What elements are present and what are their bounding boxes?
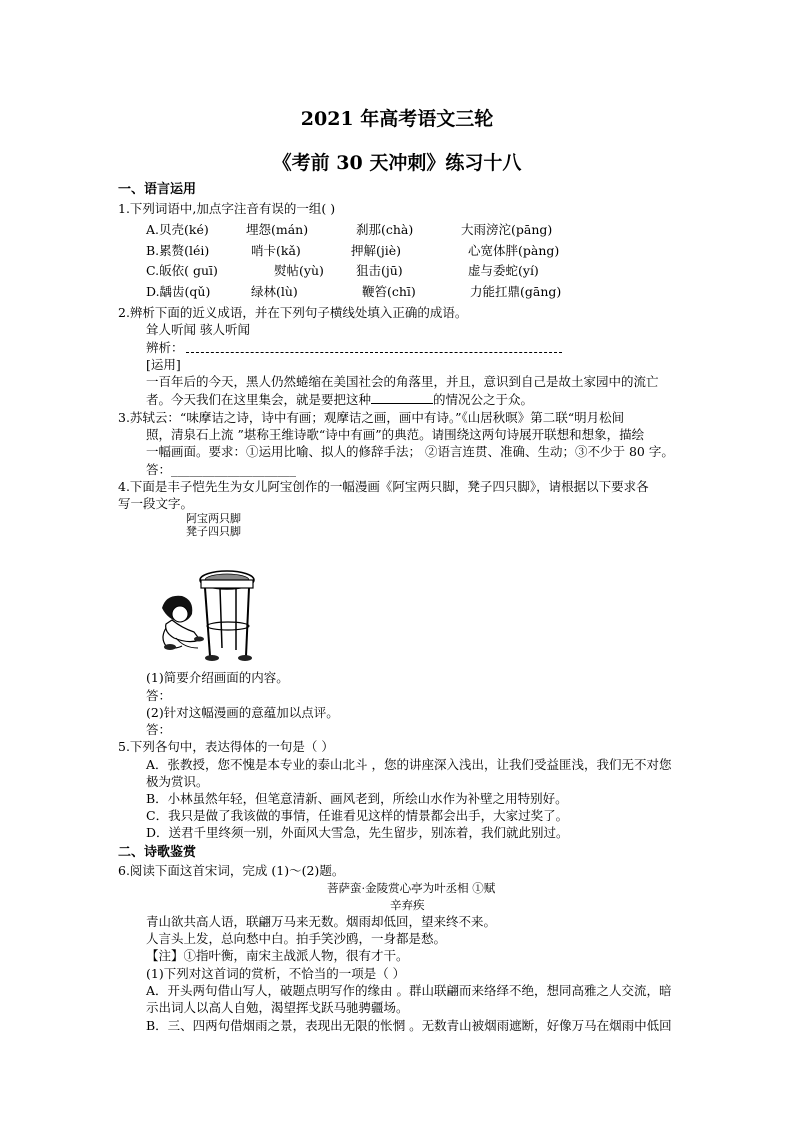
q2-stem: 2.辨析下面的近义成语，并在下列句子横线处填入正确的成语。 xyxy=(118,305,468,320)
q2-idioms: 耸人听闻 骇人听闻 xyxy=(146,322,250,337)
q3-answer: 答：____________________ xyxy=(146,462,297,477)
q1-option-b-2: 哨卡(kǎ) xyxy=(251,243,301,258)
poem-verse2: 人言头上发，总向愁中白。拍手笑沙鸥，一身都是愁。 xyxy=(146,931,447,946)
section-heading-language: 一、语言运用 xyxy=(118,182,197,197)
q4-sub1: (1)简要介绍画面的内容。 xyxy=(146,670,289,685)
q2-usage-line2 xyxy=(146,392,533,408)
q1-option-b-4: 心宽体胖(pàng) xyxy=(468,243,560,258)
q2-usage-line2-start: 者。今天我们在这里集会，就是要把这种 xyxy=(146,392,372,407)
q1-option-a-1: A.贝壳(ké) xyxy=(146,222,209,237)
q2-usage-line1: 一百年后的今天，黑人仍然蜷缩在美国社会的角落里，并且，意识到自己是故土家园中的流亡 xyxy=(146,374,659,389)
doc-title-line1: 2021 年高考语文三轮 xyxy=(300,108,494,130)
section-heading-poetry: 二、诗歌鉴赏 xyxy=(118,845,197,860)
q1-option-c-3: 狙击(jū) xyxy=(356,263,403,278)
q1-option-b-3: 押解(jiè) xyxy=(351,243,402,258)
q4-answer1: 答： xyxy=(146,688,172,703)
q3-line3: 一幅画面。要求：①运用比喻、拟人的修辞手法； ②语言连贯、准确、生动；③不少于 80 字。 xyxy=(146,444,674,459)
q1-stem: 1.下列词语中,加点字注音有误的一组( ) xyxy=(118,201,336,216)
q6-option-a-line2: 示出词人以高人自勉，渴望挥戈跃马驰骋疆场。 xyxy=(146,1000,409,1015)
q5-option-c: C．我只是做了我该做的事情，任谁看见这样的情景都会出手，大家过奖了。 xyxy=(146,808,569,823)
q1-option-d-4: 力能扛鼎(gāng) xyxy=(470,284,562,299)
q5-option-a-line1: A．张教授，您不愧是本专业的泰山北斗 ，您的讲座深入浅出，让我们受益匪浅，我们无不对您 xyxy=(146,757,672,772)
q4-line2: 写一段文字。 xyxy=(118,496,194,511)
q1-option-d-1: D.龋齿(qǔ) xyxy=(146,284,211,299)
q6-option-b-line1: B．三、四两句借烟雨之景，表现出无限的怅惘 。无数青山被烟雨遮断，好像万马在烟雨中低回 xyxy=(146,1018,672,1033)
q5-option-b: B．小林虽然年轻，但笔意清新、画风老到，所绘山水作为补壁之用特别好。 xyxy=(146,791,568,806)
q1-option-d-3: 鞭笞(chī) xyxy=(362,284,416,299)
q6-option-a-line1: A．开头两句借山写人，破题点明写作的缘由 。群山联翩而来络绎不绝，想同高雅之人交流，暗 xyxy=(146,983,672,998)
q1-option-b-1: B.累赘(léi) xyxy=(146,243,210,258)
poem-title: 菩萨蛮·金陵赏心亭为叶丞相 ①赋 xyxy=(327,881,496,895)
q2-fill-blank xyxy=(371,393,433,404)
q1-option-d-2: 绿林(lù) xyxy=(251,284,298,299)
q3-line2: 照，清泉石上流 ”堪称王维诗歌“诗中有画”的典范。请围绕这两句诗展开联想和想象，描绘 xyxy=(146,427,645,442)
q3-line1: 3.苏轼云：“味摩诘之诗，诗中有画；观摩诘之画，画中有诗。”《山居秋暝》第二联“明月松间 xyxy=(118,410,625,425)
doc-title-line2: 《考前 30 天冲刺》练习十八 xyxy=(272,152,522,174)
q5-option-d: D．送君千里终须一别，外面风大雪急，先生留步，别冻着，我们就此别过。 xyxy=(146,825,569,840)
poem-author: 辛弃疾 xyxy=(390,898,425,912)
q4-sub2: (2)针对这幅漫画的意蕴加以点评。 xyxy=(146,705,339,720)
q1-option-c-1: C.皈依( guī) xyxy=(146,263,218,278)
poem-verse1: 青山欲共高人语，联翩万马来无数。烟雨却低回，望来终不来。 xyxy=(146,914,497,929)
q1-option-a-2: 埋怨(mán) xyxy=(246,222,309,237)
q5-stem: 5.下列各句中，表达得体的一句是（ ） xyxy=(118,739,334,754)
q1-option-c-2: 熨帖(yù) xyxy=(274,263,324,278)
q2-usage-line2-end: 的情况公之于众。 xyxy=(433,392,534,407)
q6-sub1: (1)下列对这首词的赏析，不恰当的一项是（ ） xyxy=(146,966,406,981)
q4-answer2: 答： xyxy=(146,722,172,737)
q1-option-a-4: 大雨滂沱(pāng) xyxy=(461,222,553,237)
cartoon-calligraphy: 阿宝两只脚 凳子四只脚 xyxy=(186,512,241,538)
q2-usage-label: [运用] xyxy=(146,357,181,372)
poem-note: 【注】①指叶衡，南宋主战派人物，很有才干。 xyxy=(146,948,409,963)
q4-line1: 4.下面是丰子恺先生为女儿阿宝创作的一幅漫画《阿宝两只脚，凳子四只脚》，请根据以下要求各 xyxy=(118,479,649,494)
q1-option-c-4: 虚与委蛇(yí) xyxy=(468,263,539,278)
q1-option-a-3: 刹那(chà) xyxy=(356,222,414,237)
q6-stem: 6.阅读下面这首宋词，完成 (1)～(2)题。 xyxy=(118,863,345,878)
q2-analysis-label: 辨析： xyxy=(146,340,184,355)
q5-option-a-line2: 极为赏识。 xyxy=(146,774,209,789)
q2-analysis-answer-line xyxy=(186,352,562,353)
